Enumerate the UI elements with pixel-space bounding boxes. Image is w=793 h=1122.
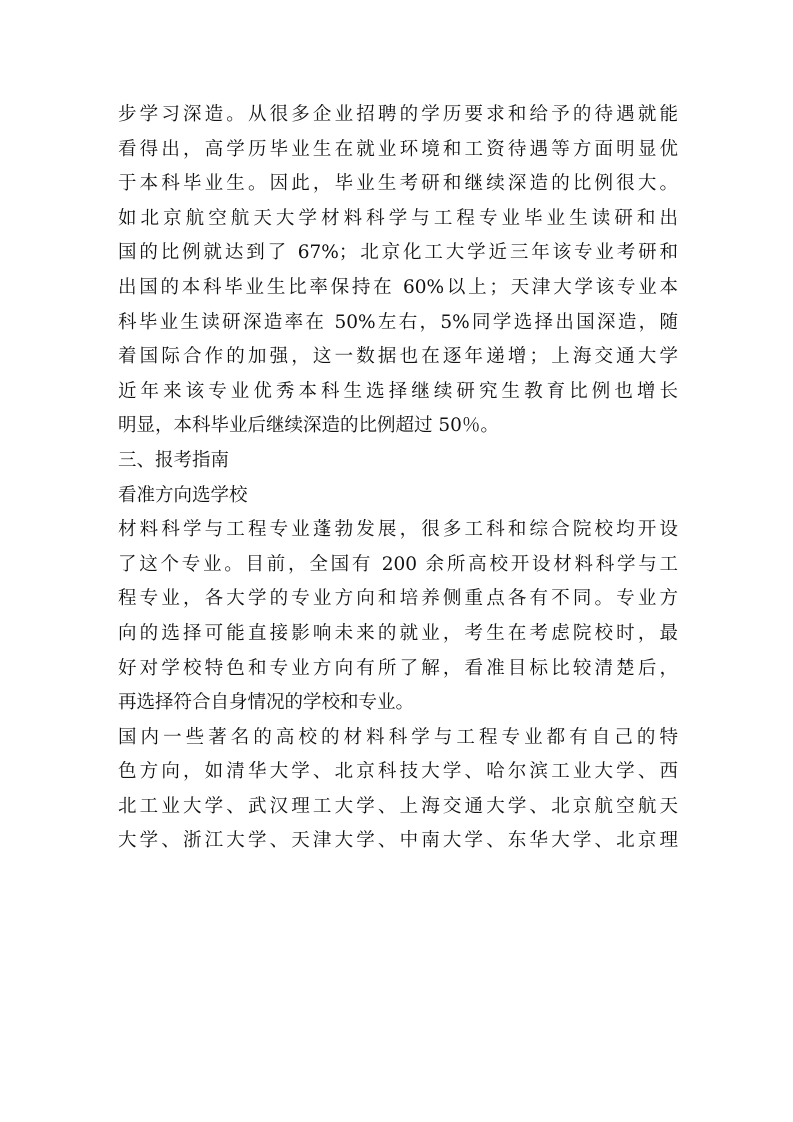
text-line: 着国际合作的加强，这一数据也在逐年递增；上海交通大学 xyxy=(118,346,678,368)
text-line: 程专业，各大学的专业方向和培养侧重点各有不同。专业方 xyxy=(118,588,678,610)
text-line: 近年来该专业优秀本科生选择继续研究生教育比例也增长 xyxy=(118,380,678,402)
section-heading: 三、报考指南 xyxy=(118,449,230,471)
text-line: 了这个专业。目前，全国有 200 余所高校开设材料科学与工 xyxy=(118,553,678,575)
text-line: 北工业大学、武汉理工大学、上海交通大学、北京航空航天 xyxy=(118,795,678,817)
text-line: 如北京航空航天大学材料科学与工程专业毕业生读研和出 xyxy=(118,207,678,229)
text-line: 国的比例就达到了 67%；北京化工大学近三年该专业考研和 xyxy=(118,242,678,264)
text-line: 好对学校特色和专业方向有所了解，看准目标比较清楚后， xyxy=(118,657,678,679)
text-line: 于本科毕业生。因此，毕业生考研和继续深造的比例很大。 xyxy=(118,173,678,195)
text-line: 材料科学与工程专业蓬勃发展，很多工科和综合院校均开设 xyxy=(118,519,678,541)
text-line: 向的选择可能直接影响未来的就业，考生在考虑院校时，最 xyxy=(118,622,678,644)
text-line: 步学习深造。从很多企业招聘的学历要求和给予的待遇就能 xyxy=(118,104,678,125)
text-line: 出国的本科毕业生比率保持在 60%以上；天津大学该专业本 xyxy=(118,276,678,298)
text-line: 再选择符合自身情况的学校和专业。 xyxy=(118,692,415,714)
text-line: 明显，本科毕业后继续深造的比例超过 50％。 xyxy=(118,415,499,437)
text-line: 色方向，如清华大学、北京科技大学、哈尔滨工业大学、西 xyxy=(118,761,678,783)
text-line: 看得出，高学历毕业生在就业环境和工资待遇等方面明显优 xyxy=(118,138,678,160)
subsection-heading: 看准方向选学校 xyxy=(118,484,248,506)
document-body xyxy=(118,98,678,859)
text-line: 科毕业生读研深造率在 50%左右，5%同学选择出国深造，随 xyxy=(118,311,678,333)
text-line: 大学、浙江大学、天津大学、中南大学、东华大学、北京理 xyxy=(118,830,678,852)
text-line: 国内一些著名的高校的材料科学与工程专业都有自己的特 xyxy=(118,726,678,748)
